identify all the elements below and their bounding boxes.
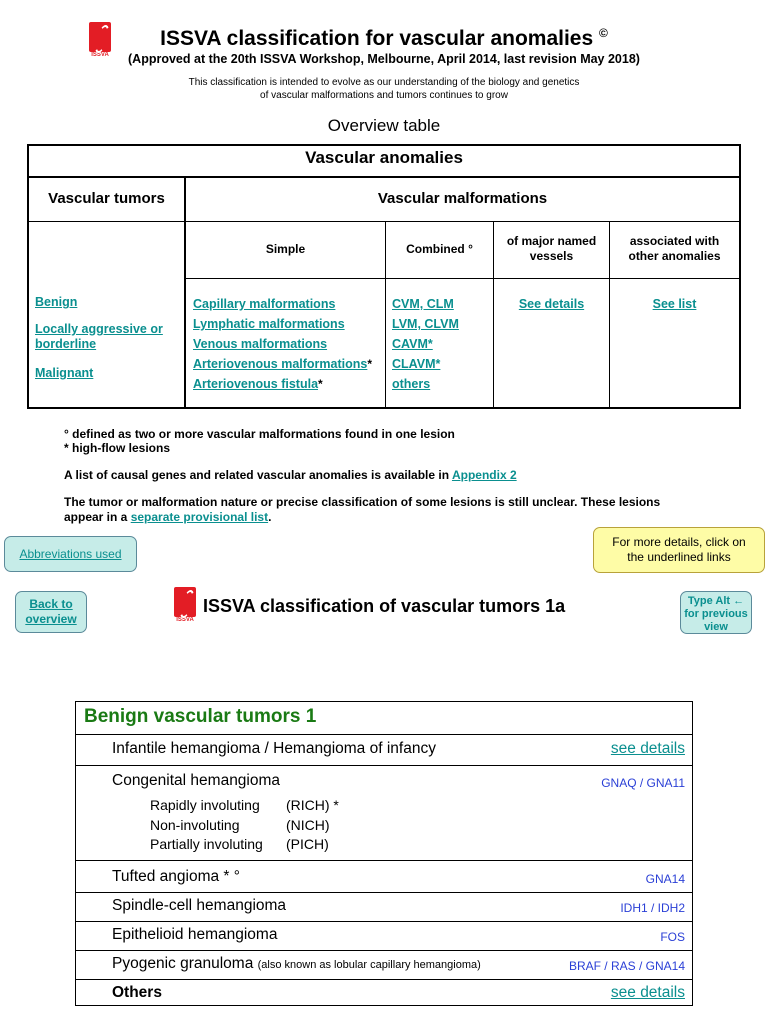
- col-major-vessels: [494, 234, 609, 264]
- arteriovenous-fistula-link[interactable]: Arteriovenous fistula: [193, 377, 319, 391]
- unclear-end: .: [268, 510, 272, 524]
- issva-logo-text: ISSVA: [176, 617, 194, 623]
- more-details-note: [593, 527, 765, 573]
- subtype-name: Non-involuting: [150, 817, 240, 833]
- epithelioid-hemangioma: Epithelioid hemangioma: [112, 926, 278, 943]
- intro-text: [0, 76, 768, 102]
- row-divider: [76, 979, 692, 980]
- type-alt-line-3: view: [704, 621, 728, 633]
- unclear-note: [64, 495, 660, 525]
- lymphatic-malformations-link[interactable]: Lymphatic malformations: [193, 317, 345, 331]
- back-to-overview-link[interactable]: [25, 597, 76, 626]
- type-alt-line-1: Type Alt ←: [687, 595, 745, 607]
- subtype-name: Partially involuting: [150, 836, 263, 852]
- issva-logo: [172, 587, 198, 624]
- capillary-malformations-link[interactable]: Capillary malformations: [193, 297, 336, 311]
- others-see-details-link[interactable]: see details: [610, 984, 685, 1001]
- subtype-abbr: (NICH): [286, 817, 330, 833]
- issva-logo-text: ISSVA: [91, 52, 109, 58]
- benign-link[interactable]: Benign: [35, 295, 78, 309]
- copyright-symbol: ©: [599, 26, 608, 40]
- locally-line-1: Locally aggressive or: [35, 322, 163, 336]
- vascular-malformations-header: Vascular malformations: [377, 190, 548, 207]
- genes-note: [64, 468, 517, 482]
- footnote-combined: ° defined as two or more vascular malformations found in one lesion: [64, 427, 455, 441]
- subtype-abbr: (PICH): [286, 836, 329, 852]
- clavm-link[interactable]: CLAVM*: [392, 357, 441, 371]
- combined-links: [392, 294, 459, 394]
- row-divider: [76, 921, 692, 922]
- col-major-line-1: of major named: [506, 234, 597, 248]
- subtype-abbr: (RICH) *: [286, 797, 339, 813]
- congenital-hemangioma: Congenital hemangioma: [112, 772, 281, 789]
- major-vessels-cell: [494, 294, 609, 314]
- issva-logo-mark: [174, 587, 196, 617]
- table-divider: [186, 278, 739, 279]
- table-divider: [29, 176, 739, 178]
- page-title: [0, 26, 768, 51]
- footnotes: [64, 427, 455, 455]
- tufted-angioma: Tufted angioma * °: [112, 868, 240, 885]
- more-details-line-1: For more details, click on: [612, 535, 746, 549]
- others-link[interactable]: others: [392, 377, 431, 391]
- spindle-genes: IDH1 / IDH2: [620, 901, 685, 915]
- high-flow-mark: *: [367, 357, 373, 371]
- locally-line-2: borderline: [35, 337, 97, 351]
- row-divider: [76, 950, 692, 951]
- back-line-2: overview: [25, 612, 77, 626]
- tumor-links: [35, 292, 163, 383]
- lvm-clvm-link[interactable]: LVM, CLVM: [392, 317, 459, 331]
- subtype-name: Rapidly involuting: [150, 797, 260, 813]
- arteriovenous-malformations-link[interactable]: Arteriovenous malformations: [193, 357, 368, 371]
- type-alt-line-2: for previous: [684, 608, 748, 620]
- vascular-anomalies-header: Vascular anomalies: [305, 148, 463, 167]
- intro-line-2: of vascular malformations and tumors continues to grow: [260, 90, 508, 101]
- tufted-genes: GNA14: [645, 872, 685, 886]
- previous-view-button[interactable]: [680, 591, 752, 634]
- pyogenic-name: Pyogenic granuloma: [112, 955, 254, 972]
- abbreviations-button[interactable]: [4, 536, 137, 572]
- pyogenic-genes: BRAF / RAS / GNA14: [568, 959, 685, 973]
- row-divider: [76, 765, 692, 766]
- cavm-link[interactable]: CAVM*: [392, 337, 433, 351]
- appendix-2-link[interactable]: Appendix 2: [451, 468, 517, 482]
- benign-tumors-table: [75, 701, 693, 1006]
- overview-table: [27, 144, 741, 409]
- cvm-clm-link[interactable]: CVM, CLM: [392, 297, 454, 311]
- approval-note: (Approved at the 20th ISSVA Workshop, Melbourne, April 2014, last revision May 2018): [128, 52, 640, 66]
- associated-cell: [610, 294, 739, 314]
- others-row: Others: [112, 984, 162, 1001]
- pyogenic-note: (also known as lobular capillary hemangioma): [257, 959, 481, 971]
- section-title: ISSVA classification of vascular tumors 1a: [203, 596, 566, 616]
- more-details-line-2: the underlined links: [627, 550, 731, 564]
- spindle-cell-hemangioma: Spindle-cell hemangioma: [112, 897, 287, 914]
- genes-note-text: A list of causal genes and related vascular anomalies is available in: [64, 468, 452, 482]
- col-simple: Simple: [265, 242, 306, 256]
- benign-table-title: Benign vascular tumors 1: [84, 706, 317, 727]
- unclear-line-1: The tumor or malformation nature or precise classification of some lesions is still unclear. These lesions: [64, 495, 661, 509]
- locally-aggressive-link[interactable]: [35, 322, 163, 351]
- col-assoc-line-2: other anomalies: [628, 249, 721, 263]
- back-to-overview-button[interactable]: [15, 591, 87, 633]
- abbreviations-link[interactable]: Abbreviations used: [19, 547, 122, 561]
- congenital-genes: GNAQ / GNA11: [601, 776, 685, 790]
- pyogenic-granuloma: [112, 955, 481, 973]
- intro-line-1: This classification is intended to evolve as our understanding of the biology and genetics: [188, 77, 580, 88]
- col-combined: Combined °: [406, 242, 473, 256]
- table-divider: [29, 221, 184, 222]
- page-title-text: ISSVA classification for vascular anomalies: [160, 27, 594, 50]
- table-divider: [184, 176, 186, 407]
- row-divider: [76, 860, 692, 861]
- provisional-list-link[interactable]: separate provisional list: [130, 510, 269, 524]
- malignant-link[interactable]: Malignant: [35, 366, 94, 380]
- col-assoc-line-1: associated with: [629, 234, 720, 248]
- epithelioid-genes: FOS: [660, 930, 685, 944]
- col-associated: [610, 234, 739, 264]
- vascular-tumors-header: Vascular tumors: [48, 190, 165, 207]
- back-line-1: Back to: [29, 597, 73, 611]
- row-divider: [76, 892, 692, 893]
- overview-label: Overview table: [327, 116, 441, 135]
- infantile-see-details-link[interactable]: see details: [610, 740, 685, 757]
- table-divider: [186, 221, 739, 222]
- simple-links: [193, 294, 372, 394]
- row-divider: [76, 734, 692, 735]
- venous-malformations-link[interactable]: Venous malformations: [193, 337, 328, 351]
- associated-see-list-link[interactable]: See list: [652, 297, 697, 311]
- major-vessels-see-details-link[interactable]: See details: [518, 297, 585, 311]
- infantile-hemangioma: Infantile hemangioma / Hemangioma of infancy: [112, 740, 436, 757]
- unclear-line-2: appear in a: [64, 510, 131, 524]
- high-flow-mark: *: [318, 377, 323, 391]
- col-major-line-2: vessels: [529, 249, 574, 263]
- footnote-high-flow: * high-flow lesions: [64, 441, 171, 455]
